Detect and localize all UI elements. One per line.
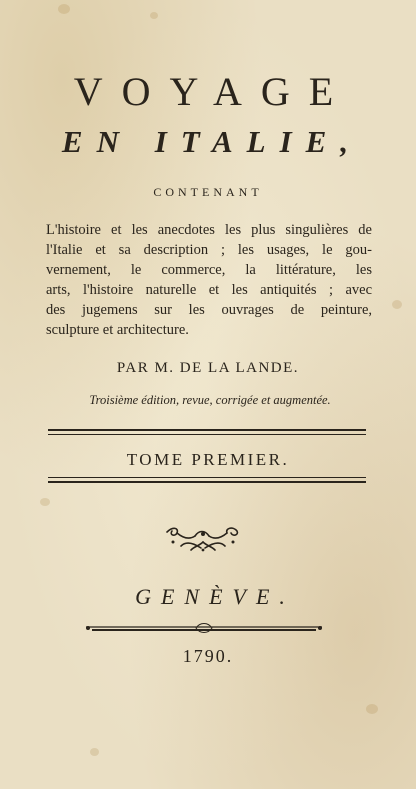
- subtitle: CONTENANT: [153, 185, 263, 199]
- author-line: PAR M. DE LA LANDE.: [116, 360, 300, 376]
- place-of-publication: GENÈVE.: [135, 584, 295, 609]
- description-line: L'histoire et les anecdotes les plus singulières de: [46, 222, 372, 238]
- description-line: l'Italie et sa description ; les usages, le gou-: [46, 242, 372, 258]
- description-block: [46, 220, 372, 340]
- foxing-spot: [150, 12, 158, 19]
- double-rule-top-thin: [48, 434, 366, 435]
- decorative-rule: [84, 620, 324, 636]
- publication-year: 1790.: [182, 646, 234, 666]
- title-line-2: EN ITALIE,: [61, 124, 363, 159]
- description-line: vernement, le commerce, la littérature, les: [46, 262, 372, 278]
- double-rule-bottom-thin: [48, 477, 366, 478]
- double-rule-bottom-thick: [48, 481, 366, 483]
- title-line-1: VOYAGE: [73, 69, 353, 114]
- foxing-spot: [58, 4, 70, 14]
- description-line: des jugemens sur les ouvrages de peinture,: [46, 302, 372, 318]
- description-line: arts, l'histoire naturelle et les antiquités ; avec: [46, 282, 372, 298]
- double-rule-top-thick: [48, 429, 366, 431]
- foxing-spot: [40, 498, 50, 506]
- foxing-spot: [366, 704, 378, 714]
- edition-line: Troisième édition, revue, corrigée et augmentée.: [89, 393, 331, 407]
- description-line: sculpture et architecture.: [46, 322, 189, 338]
- foxing-spot: [392, 300, 402, 309]
- volume-label: TOME PREMIER.: [126, 450, 290, 469]
- fleuron-ornament-icon: [161, 524, 245, 554]
- foxing-spot: [90, 748, 99, 756]
